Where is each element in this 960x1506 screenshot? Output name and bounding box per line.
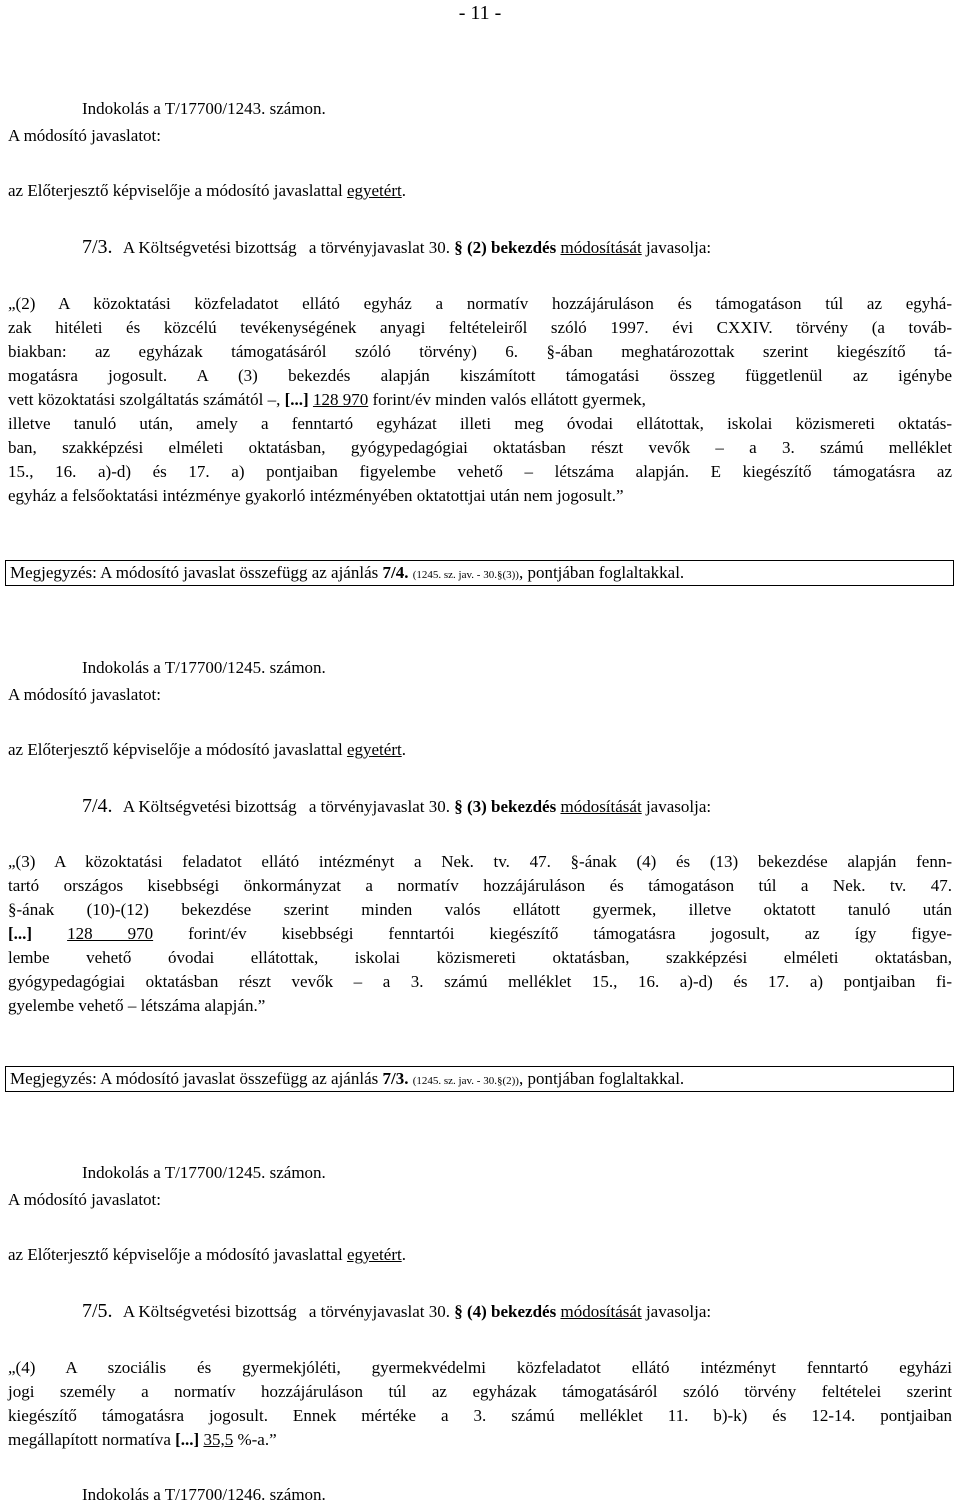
amendment-heading: 7/3. A Költségvetési bizottság a törvényjavaslat 30. § (2) bekezdés módosítását javasolja: [82,236,712,258]
amendment-number: 7/4. [82,795,113,817]
indokolas-line: Indokolás a T/17700/1243. számon. [82,99,326,118]
indokolas-line: Indokolás a T/17700/1245. számon. [82,1163,326,1182]
amendment-heading: 7/5. A Költségvetési bizottság a törvényjavaslat 30. § (4) bekezdés módosítását javasolja: [82,1300,712,1322]
indokolas-line: Indokolás a T/17700/1245. számon. [82,658,326,677]
megjegyzes-box: Megjegyzés: A módosító javaslat összefügg az ajánlás 7/4. (1245. sz. jav. - 30.§(3)), pontjában foglaltakkal. [5,560,954,586]
eloterjeszto-line: az Előterjesztő képviselője a módosító javaslattal egyetért. [8,181,406,200]
amendment-heading: 7/4. A Költségvetési bizottság a törvényjavaslat 30. § (3) bekezdés módosítását javasolja: [82,795,712,817]
eloterjeszto-line: az Előterjesztő képviselője a módosító javaslattal egyetért. [8,1245,406,1264]
eloterjeszto-line: az Előterjesztő képviselője a módosító javaslattal egyetért. [8,740,406,759]
amendment-number: 7/5. [82,1300,113,1322]
amendment-number: 7/3. [82,236,113,258]
indokolas-line: Indokolás a T/17700/1246. számon. [82,1485,326,1504]
javaslat-label: A módosító javaslatot: [8,685,161,704]
javaslat-label: A módosító javaslatot: [8,126,161,145]
javaslat-label: A módosító javaslatot: [8,1190,161,1209]
megjegyzes-box: Megjegyzés: A módosító javaslat összefügg az ajánlás 7/3. (1245. sz. jav. - 30.§(2)), pontjában foglaltakkal. [5,1066,954,1092]
page-number: - 11 - [458,2,502,24]
